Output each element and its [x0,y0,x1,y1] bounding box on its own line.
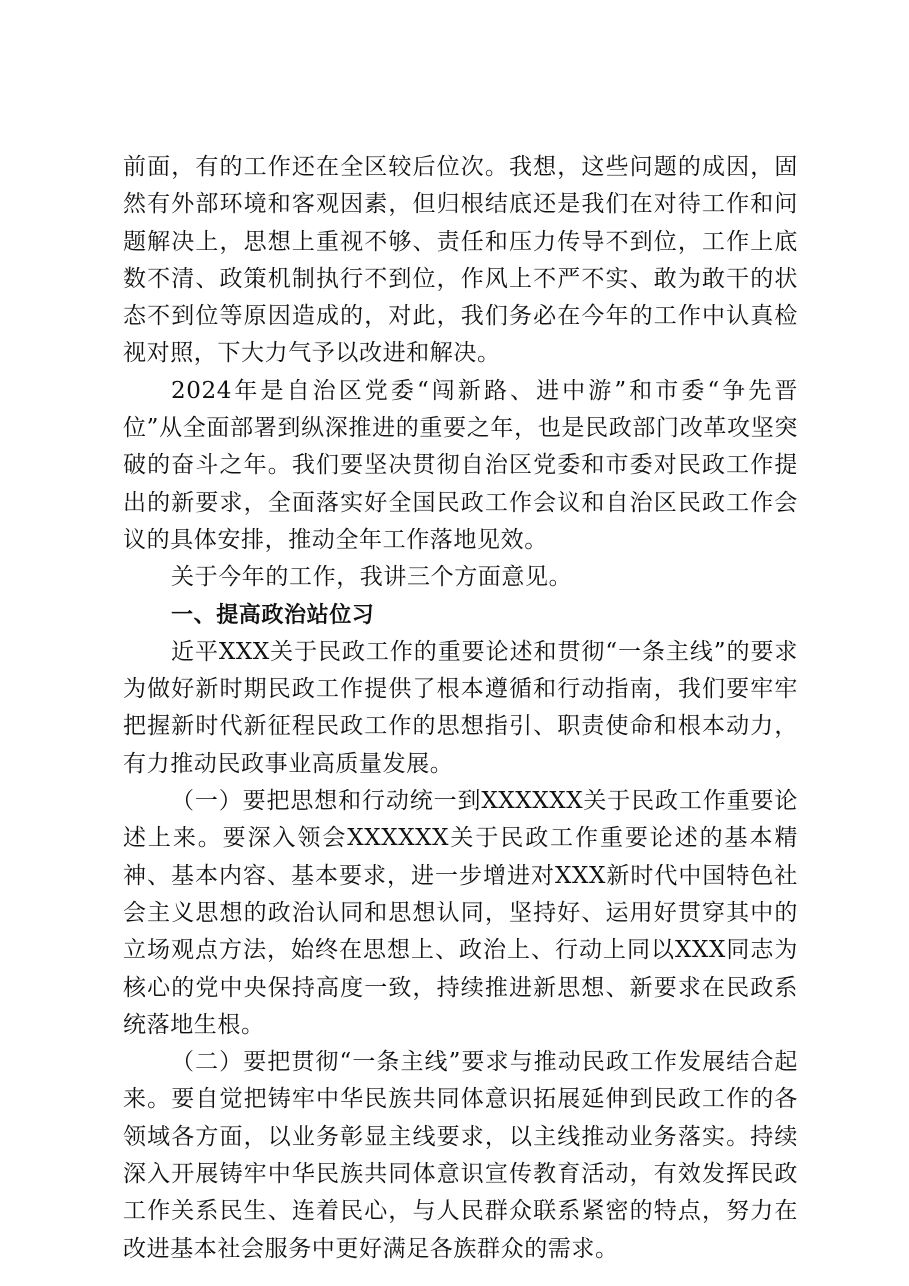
section-heading-1: 一、提高政治站位习 [171,602,375,628]
paragraph-2024-goals: 2024年是自治区党委“闯新路、进中游”和市委“争先晋位”从全面部署到纵深推进的重要之年，也是民政部门改革攻坚突破的奋斗之年。我们要坚决贯彻自治区党委和市委对民政工作提出的新要求，全面落实好全国民政工作会议和自治区民政工作会议的具体安排，推动全年工作落地见效。 [123,377,798,553]
paragraph-item-1: （一）要把思想和行动统一到XXXXXX关于民政工作重要论述上来。要深入领会XXXXXX关于民政工作重要论述的基本精神、基本内容、基本要求，进一步增进对XXX新时代中国特色社会主义思想的政治认同和思想认同，坚持好、运用好贯穿其中的立场观点方法，始终在思想上、政治上、行动上同以XXX同志为核心的党中央保持高度一致，持续推进新思想、新要求在民政系统落地生根。 [123,788,798,1038]
paragraph-item-2: （二）要把贯彻“一条主线”要求与推动民政工作发展结合起来。要自觉把铸牢中华民族共同体意识拓展延伸到民政工作的各领域各方面，以业务彰显主线要求，以主线推动业务落实。持续深入开展铸牢中华民族共同体意识宣传教育活动，有效发挥民政工作关系民生、连着民心，与人民群众联系紧密的特点，努力在改进基本社会服务中更好满足各族群众的需求。 [123,1049,798,1262]
paragraph-section-1-intro: 近平XXX关于民政工作的重要论述和贯彻“一条主线”的要求为做好新时期民政工作提供了根本遵循和行动指南，我们要牢牢把握新时代新征程民政工作的思想指引、职责使命和根本动力，有力推动民政事业高质量发展。 [123,638,798,777]
paragraph-intro: 关于今年的工作，我讲三个方面意见。 [171,564,573,591]
document-page [123,149,798,1268]
paragraph-continuation: 前面，有的工作还在全区较后位次。我想，这些问题的成因，固然有外部环境和客观因素，但归根结底还是我们在对待工作和问题解决上，思想上重视不够、责任和压力传导不到位，工作上底数不清、政策机制执行不到位，作风上不严不实、敢为敢干的状态不到位等原因造成的，对此，我们务必在今年的工作中认真检视对照，下大力气予以改进和解决。 [123,154,798,367]
